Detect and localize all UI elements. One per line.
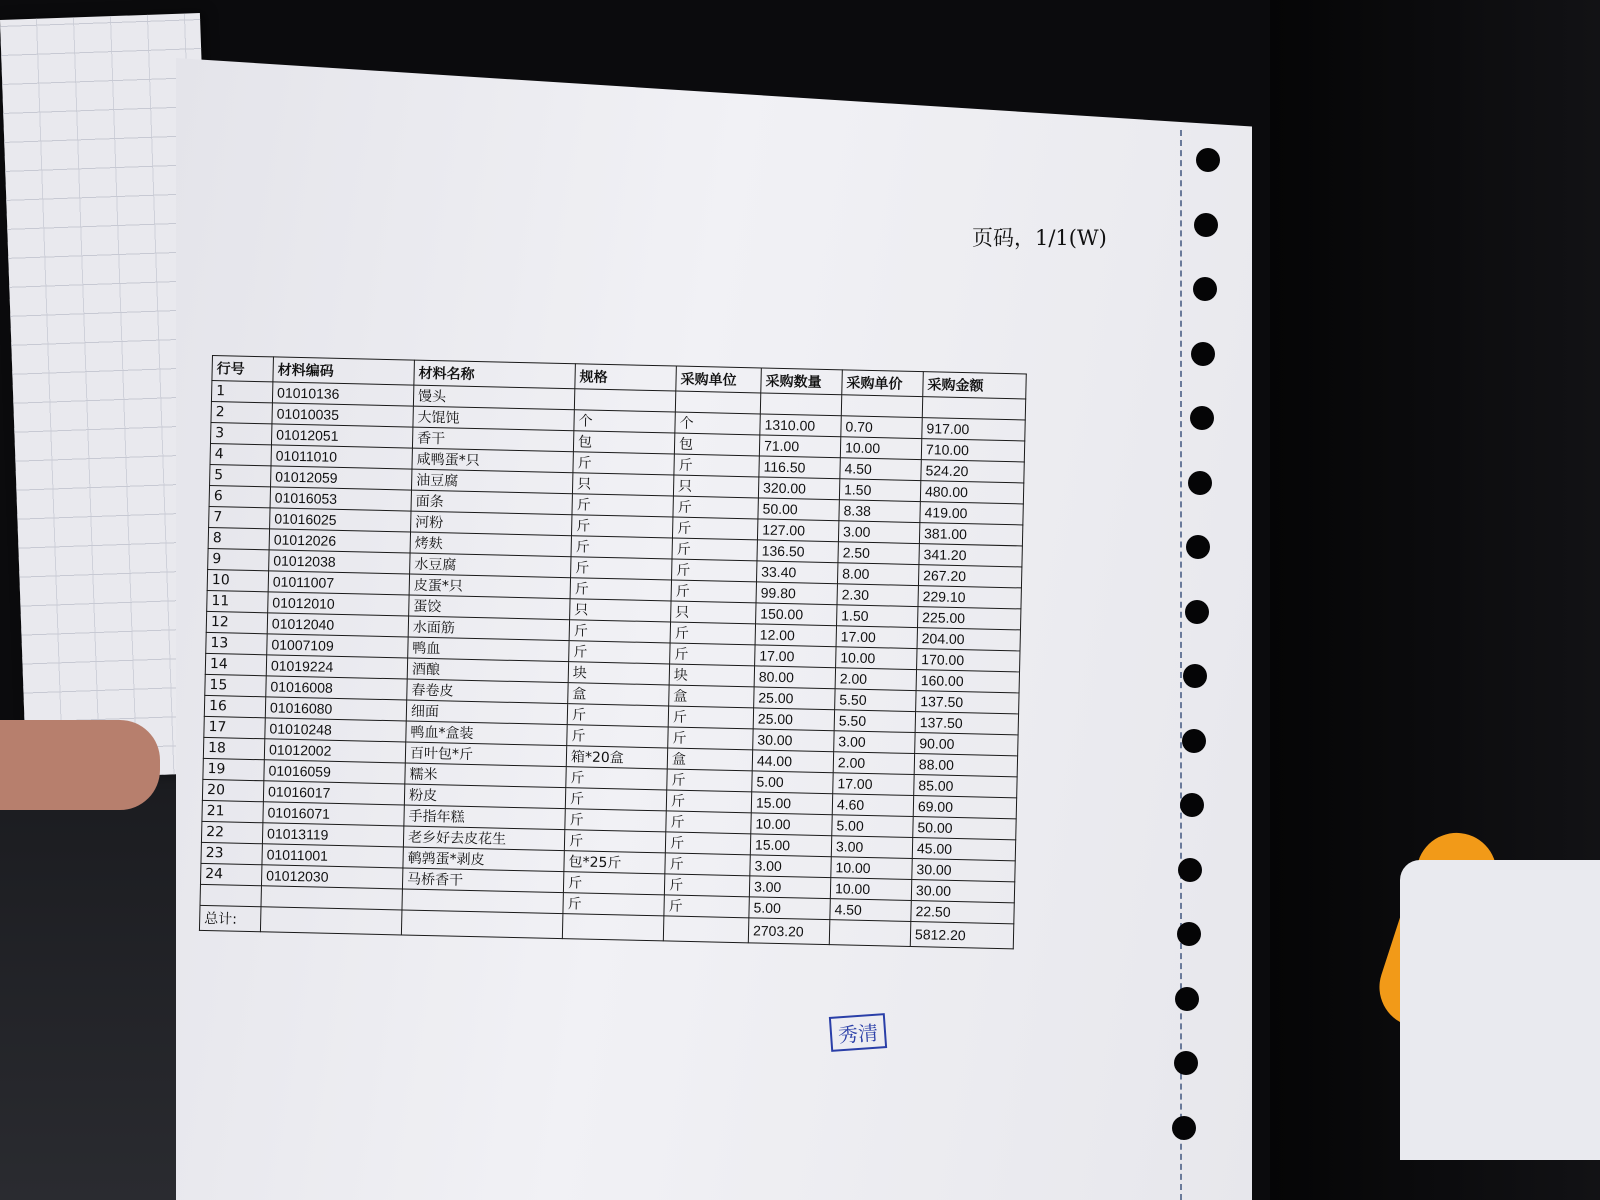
table-cell: 咸鸭蛋*只	[412, 448, 573, 473]
table-cell: 油豆腐	[411, 469, 572, 494]
table-cell: 5.00	[749, 897, 830, 920]
table-cell: 01016017	[263, 781, 404, 805]
tractor-hole	[1172, 1116, 1196, 1140]
table-cell: 斤	[571, 536, 672, 559]
table-cell: 25.00	[754, 687, 835, 710]
table-cell: 10.00	[840, 437, 921, 460]
header-cell: 材料编码	[273, 357, 415, 385]
table-cell: 30.00	[753, 729, 834, 752]
table-cell: 5.50	[835, 689, 916, 712]
table-cell: 341.20	[919, 544, 1022, 567]
table-cell: 老乡好去皮花生	[403, 826, 564, 851]
table-cell: 水豆腐	[410, 553, 571, 578]
table-cell: 斤	[671, 580, 756, 603]
table-cell: 鸭血*盒装	[406, 721, 567, 746]
table-cell: 8	[208, 527, 269, 549]
hand	[0, 720, 160, 810]
table-cell: 01011001	[262, 844, 403, 868]
table-cell: 01012010	[268, 592, 409, 616]
table-cell: 斤	[565, 788, 666, 811]
table-cell: 斤	[572, 494, 673, 517]
table-cell: 17.00	[755, 645, 836, 668]
table-cell: 块	[669, 664, 754, 687]
total-quantity: 2703.20	[748, 918, 830, 945]
table-cell	[760, 393, 841, 416]
table-cell: 01012040	[267, 613, 408, 637]
total-amount: 5812.20	[910, 922, 1014, 949]
header-cell: 材料名称	[414, 360, 576, 389]
table-cell: 斤	[672, 559, 757, 582]
total-label: 总计:	[199, 905, 261, 931]
tractor-hole	[1188, 471, 1212, 495]
table-cell: 2.00	[835, 668, 916, 691]
table-cell: 斤	[664, 895, 749, 918]
table-cell: 45.00	[912, 838, 1015, 861]
table-cell: 斤	[668, 706, 753, 729]
table-cell: 块	[568, 662, 669, 685]
table-cell: 13	[206, 632, 267, 654]
table-cell: 12.00	[755, 624, 836, 647]
table-cell: 斤	[573, 452, 674, 475]
table-cell: 01010035	[272, 403, 413, 427]
table-cell	[922, 397, 1025, 420]
table-cell: 01012038	[269, 550, 410, 574]
table-cell: 斤	[672, 538, 757, 561]
table-cell: 10.00	[830, 878, 911, 901]
table-cell: 3.00	[834, 731, 915, 754]
table-cell: 个	[675, 412, 760, 435]
table-cell: 3.00	[838, 521, 919, 544]
table-cell: 个	[574, 410, 675, 433]
table-cell: 只	[572, 473, 673, 496]
table-cell: 17	[204, 716, 265, 738]
table-cell: 2.50	[838, 542, 919, 565]
table-cell	[574, 389, 675, 412]
table-cell: 1	[211, 381, 272, 403]
table-cell: 10.00	[751, 813, 832, 836]
table-cell: 斤	[673, 496, 758, 519]
table-cell: 71.00	[759, 435, 840, 458]
table-cell: 香干	[412, 427, 573, 452]
table-cell: 170.00	[917, 649, 1020, 672]
empty-cell	[562, 914, 664, 941]
table-cell: 01010248	[265, 718, 406, 742]
table-cell: 01007109	[267, 634, 408, 658]
table-cell	[200, 884, 261, 906]
table-cell: 15.00	[751, 792, 832, 815]
table-cell: 斤	[571, 515, 672, 538]
table-cell: 斤	[569, 641, 670, 664]
table-cell: 10.00	[836, 647, 917, 670]
table-cell: 17.00	[833, 773, 914, 796]
table-cell: 面条	[411, 490, 572, 515]
table-cell: 4.50	[830, 899, 911, 922]
table-cell: 419.00	[920, 502, 1023, 525]
table-cell: 320.00	[758, 477, 839, 500]
table-cell: 盒	[568, 683, 669, 706]
table-cell: 3.00	[831, 836, 912, 859]
table-cell: 01013119	[262, 823, 403, 847]
table-cell: 斤	[674, 454, 759, 477]
tractor-hole	[1185, 600, 1209, 624]
table-cell: 2.00	[833, 752, 914, 775]
table-cell: 百叶包*斤	[405, 742, 566, 767]
table-cell: 鹌鹑蛋*剥皮	[403, 847, 564, 872]
table-cell: 4	[210, 443, 271, 465]
header-cell: 行号	[212, 356, 274, 382]
table-cell: 斤	[569, 620, 670, 643]
table-cell: 斤	[571, 557, 672, 580]
table-cell: 22	[201, 821, 262, 843]
table-cell: 蛋饺	[409, 595, 570, 620]
table-cell: 9	[208, 548, 269, 570]
page-number: 页码，1/1(W)	[972, 226, 1107, 250]
table-cell: 90.00	[915, 733, 1018, 756]
tractor-hole	[1190, 406, 1214, 430]
table-cell: 88.00	[914, 754, 1017, 777]
tractor-hole	[1174, 1051, 1198, 1075]
table-cell: 春卷皮	[407, 679, 568, 704]
table-cell: 15	[205, 674, 266, 696]
table-cell: 01012002	[264, 739, 405, 763]
table-cell: 手指年糕	[404, 805, 565, 830]
table-cell: 包	[674, 433, 759, 456]
purchase-table	[199, 355, 1027, 949]
header-cell: 规格	[575, 364, 677, 391]
table-cell: 22.50	[911, 901, 1014, 924]
table-cell: 381.00	[919, 523, 1022, 546]
table-cell: 3.00	[750, 855, 831, 878]
table-cell: 30.00	[911, 880, 1014, 903]
table-cell: 2.30	[837, 584, 918, 607]
table-cell: 水面筋	[408, 616, 569, 641]
table-cell: 1.50	[837, 605, 918, 628]
table-cell: 85.00	[914, 775, 1017, 798]
table-cell: 10	[207, 569, 268, 591]
table-cell: 4.60	[832, 794, 913, 817]
table-cell: 河粉	[411, 511, 572, 536]
table-cell: 糯米	[405, 763, 566, 788]
table-cell: 1.50	[839, 479, 920, 502]
tractor-hole	[1194, 213, 1218, 237]
table-cell: 大馄饨	[413, 406, 574, 431]
table-cell: 136.50	[757, 540, 838, 563]
table-cell: 5	[210, 464, 271, 486]
table-cell: 01016053	[270, 487, 411, 511]
table-cell: 只	[673, 475, 758, 498]
table-cell: 80.00	[754, 666, 835, 689]
table-cell: 18	[203, 737, 264, 759]
table-cell: 斤	[564, 830, 665, 853]
header-cell: 采购单价	[842, 370, 924, 397]
tractor-hole	[1182, 729, 1206, 753]
table-cell: 3	[210, 422, 271, 444]
table-cell: 23	[201, 842, 262, 864]
table-cell: 12	[206, 611, 267, 633]
table-cell: 17.00	[836, 626, 917, 649]
table-cell: 斤	[670, 622, 755, 645]
table-cell: 917.00	[922, 418, 1025, 441]
table-cell: 267.20	[918, 565, 1021, 588]
table-cell: 5.50	[834, 710, 915, 733]
table-cell: 524.20	[921, 460, 1024, 483]
table-cell: 01016080	[265, 697, 406, 721]
table-cell: 酒酿	[407, 658, 568, 683]
table-cell: 斤	[563, 872, 664, 895]
table-cell: 225.00	[917, 607, 1020, 630]
table-cell: 01011007	[268, 571, 409, 595]
table-cell: 21	[202, 800, 263, 822]
table-cell: 5.00	[752, 771, 833, 794]
table-cell: 8.38	[839, 500, 920, 523]
table-cell: 01012030	[261, 865, 402, 889]
table-cell: 204.00	[917, 628, 1020, 651]
table-cell: 33.40	[756, 561, 837, 584]
table-cell: 480.00	[920, 481, 1023, 504]
table-cell: 99.80	[756, 582, 837, 605]
tractor-hole	[1178, 858, 1202, 882]
table-cell: 20	[202, 779, 263, 801]
table-cell: 01016025	[270, 508, 411, 532]
table-cell: 160.00	[916, 670, 1019, 693]
table-cell: 24	[200, 863, 261, 885]
table-cell: 137.50	[916, 691, 1019, 714]
table-cell: 14	[205, 653, 266, 675]
table-cell: 斤	[664, 874, 749, 897]
tractor-hole	[1183, 664, 1207, 688]
table-cell: 69.00	[913, 796, 1016, 819]
table-cell: 16	[204, 695, 265, 717]
table-cell: 116.50	[759, 456, 840, 479]
table-cell: 7	[209, 506, 270, 528]
table-cell: 斤	[670, 643, 755, 666]
perforation-line	[1180, 130, 1182, 1200]
table-cell: 01019224	[266, 655, 407, 679]
signature-stamp: 秀清	[829, 1013, 887, 1052]
tractor-hole	[1180, 793, 1204, 817]
table-cell: 01010136	[272, 382, 413, 406]
table-cell: 斤	[567, 725, 668, 748]
desk-background	[0, 760, 200, 1200]
table-cell: 细面	[406, 700, 567, 725]
tractor-hole	[1175, 987, 1199, 1011]
table-cell: 斤	[563, 893, 664, 916]
table-cell	[841, 395, 922, 418]
tractor-hole	[1177, 922, 1201, 946]
table-cell: 斤	[667, 769, 752, 792]
table-cell: 1310.00	[760, 414, 841, 437]
empty-cell	[401, 910, 563, 939]
table-cell: 01012059	[271, 466, 412, 490]
table-cell: 127.00	[757, 519, 838, 542]
table-cell: 11	[207, 590, 268, 612]
table-cell: 01012026	[269, 529, 410, 553]
table-cell: 斤	[666, 811, 751, 834]
table-cell: 15.00	[750, 834, 831, 857]
table-cell: 2	[211, 401, 272, 423]
table-cell: 150.00	[756, 603, 837, 626]
table-cell	[675, 391, 760, 414]
table-cell: 斤	[665, 853, 750, 876]
table-cell: 皮蛋*只	[409, 574, 570, 599]
table-cell: 50.00	[758, 498, 839, 521]
table-cell: 斤	[665, 832, 750, 855]
table-cell: 710.00	[921, 439, 1024, 462]
table-cell: 3.00	[749, 876, 830, 899]
table-cell: 箱*20盒	[566, 746, 667, 769]
table-cell: 鸭血	[408, 637, 569, 662]
table-cell: 盒	[667, 748, 752, 771]
tractor-hole	[1196, 148, 1220, 172]
table-cell: 烤麸	[410, 532, 571, 557]
table-cell: 30.00	[912, 859, 1015, 882]
table-cell: 斤	[566, 767, 667, 790]
table-cell: 斤	[570, 578, 671, 601]
tractor-hole	[1193, 277, 1217, 301]
table-cell: 01016008	[266, 676, 407, 700]
tractor-hole	[1191, 342, 1215, 366]
table-cell: 包*25斤	[564, 851, 665, 874]
table-cell: 包	[573, 431, 674, 454]
table-cell: 盒	[669, 685, 754, 708]
table-cell: 25.00	[753, 708, 834, 731]
header-cell: 采购数量	[761, 368, 843, 395]
white-object	[1400, 860, 1600, 1160]
table-cell: 137.50	[915, 712, 1018, 735]
table-cell: 只	[570, 599, 671, 622]
table-cell: 斤	[567, 704, 668, 727]
empty-cell	[663, 916, 749, 943]
table-cell: 马桥香干	[402, 868, 563, 893]
table-cell: 0.70	[841, 416, 922, 439]
table-cell: 馒头	[413, 385, 574, 410]
table-cell: 斤	[672, 517, 757, 540]
empty-cell	[829, 920, 911, 947]
table-cell: 斤	[666, 790, 751, 813]
table-cell: 4.50	[840, 458, 921, 481]
table-cell: 斤	[565, 809, 666, 832]
table-cell: 01012051	[271, 424, 412, 448]
table-cell: 8.00	[837, 563, 918, 586]
table-cell: 粉皮	[404, 784, 565, 809]
table-cell: 229.10	[918, 586, 1021, 609]
empty-cell	[260, 907, 402, 935]
table-cell: 5.00	[832, 815, 913, 838]
table-cell: 斤	[668, 727, 753, 750]
table-cell: 只	[671, 601, 756, 624]
table-cell: 50.00	[913, 817, 1016, 840]
header-cell: 采购金额	[923, 372, 1027, 399]
table-cell: 01016059	[264, 760, 405, 784]
table-cell: 01011010	[271, 445, 412, 469]
table-cell: 6	[209, 485, 270, 507]
table-cell: 44.00	[752, 750, 833, 773]
table-cell: 19	[203, 758, 264, 780]
header-cell: 采购单位	[676, 366, 762, 393]
table-cell: 01016071	[263, 802, 404, 826]
table-cell: 10.00	[831, 857, 912, 880]
